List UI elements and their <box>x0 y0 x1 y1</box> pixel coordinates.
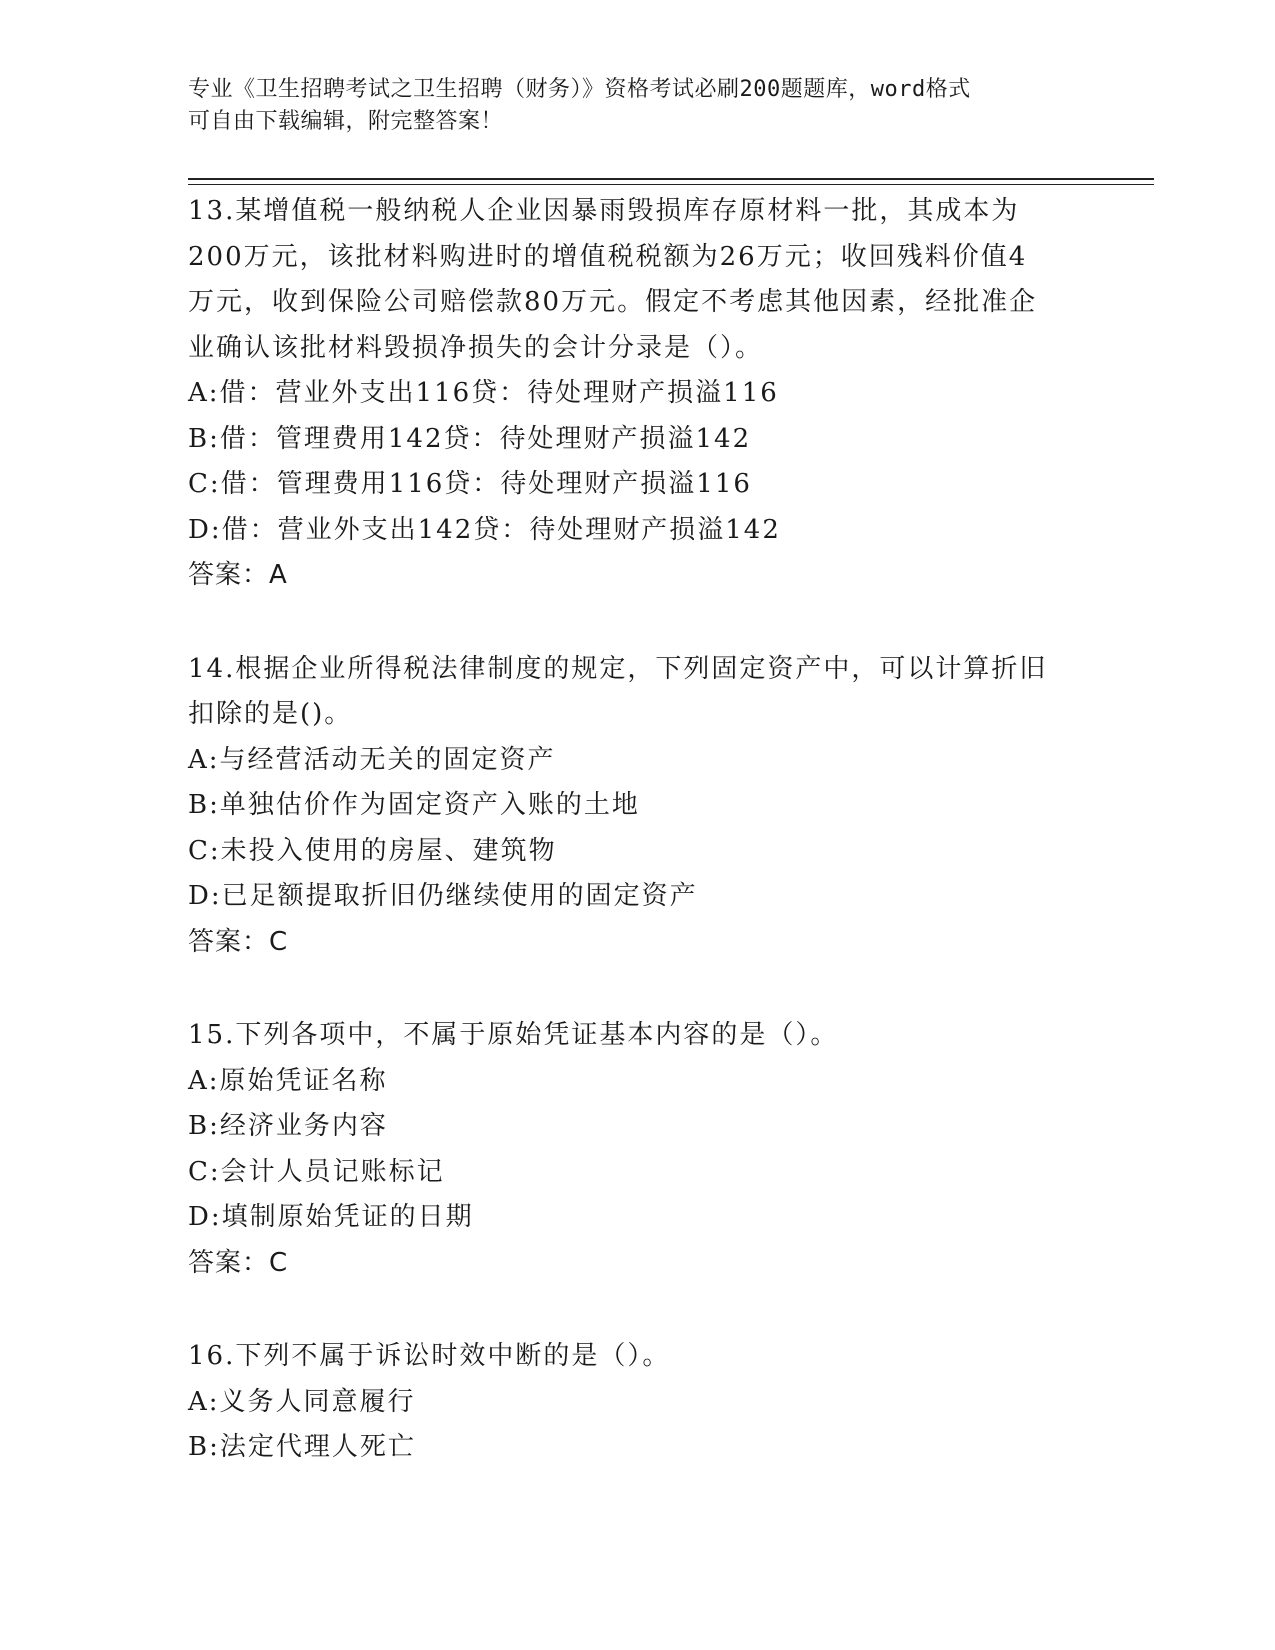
header-line-2: 可自由下载编辑，附完整答案！ <box>188 109 504 134</box>
header-line-1: 专业《卫生招聘考试之卫生招聘（财务）》资格考试必刷200题题库，word格式 <box>188 77 971 102</box>
answer-option: A:借：营业外支出116贷：待处理财产损溢116 <box>188 378 779 408</box>
answer-option: B:单独估价作为固定资产入账的土地 <box>188 790 640 820</box>
question-block <box>188 647 1088 966</box>
question-block <box>188 189 1088 599</box>
answer-option: B:法定代理人死亡 <box>188 1432 416 1462</box>
answer-option: B:借：管理费用142贷：待处理财产损溢142 <box>188 423 752 454</box>
question-text-line: 万元，收到保险公司赔偿款80万元。假定不考虑其他因素，经批准企 <box>188 287 1038 317</box>
document-header <box>188 74 1068 138</box>
answer-option: A:与经营活动无关的固定资产 <box>188 744 556 775</box>
answer-option: D:已足额提取折旧仍继续使用的固定资产 <box>188 881 698 911</box>
answer-option: D:借：营业外支出142贷：待处理财产损溢142 <box>188 514 781 545</box>
answer-option: A:原始凭证名称 <box>188 1065 388 1096</box>
question-list <box>188 189 1088 1519</box>
question-text-line: 14.根据企业所得税法律制度的规定，下列固定资产中，可以计算折旧 <box>188 653 1048 684</box>
correct-answer: 答案：A <box>188 560 288 590</box>
answer-option: A:义务人同意履行 <box>188 1386 416 1417</box>
question-text-line: 扣除的是()。 <box>188 699 353 729</box>
answer-option: C:会计人员记账标记 <box>188 1156 445 1187</box>
question-block <box>188 1013 1088 1286</box>
correct-answer: 答案：C <box>188 926 289 957</box>
question-text-line: 业确认该批材料毁损净损失的会计分录是（）。 <box>188 332 764 363</box>
question-text-line: 15.下列各项中，不属于原始凭证基本内容的是（）。 <box>188 1020 839 1050</box>
answer-option: D:填制原始凭证的日期 <box>188 1202 474 1232</box>
header-divider-thin <box>188 184 1154 185</box>
question-text-line: 16.下列不属于诉讼时效中断的是（）。 <box>188 1341 671 1371</box>
answer-option: B:经济业务内容 <box>188 1111 388 1141</box>
question-text-line: 13.某增值税一般纳税人企业因暴雨毁损库存原材料一批，其成本为 <box>188 196 1020 226</box>
answer-option: C:未投入使用的房屋、建筑物 <box>188 835 557 866</box>
correct-answer: 答案：C <box>188 1247 289 1278</box>
header-divider-thick <box>188 178 1154 180</box>
answer-option: C:借：管理费用116贷：待处理财产损溢116 <box>188 469 752 499</box>
question-text-line: 200万元，该批材料购进时的增值税税额为26万元；收回残料价值4 <box>188 241 1028 272</box>
question-block <box>188 1334 1088 1471</box>
